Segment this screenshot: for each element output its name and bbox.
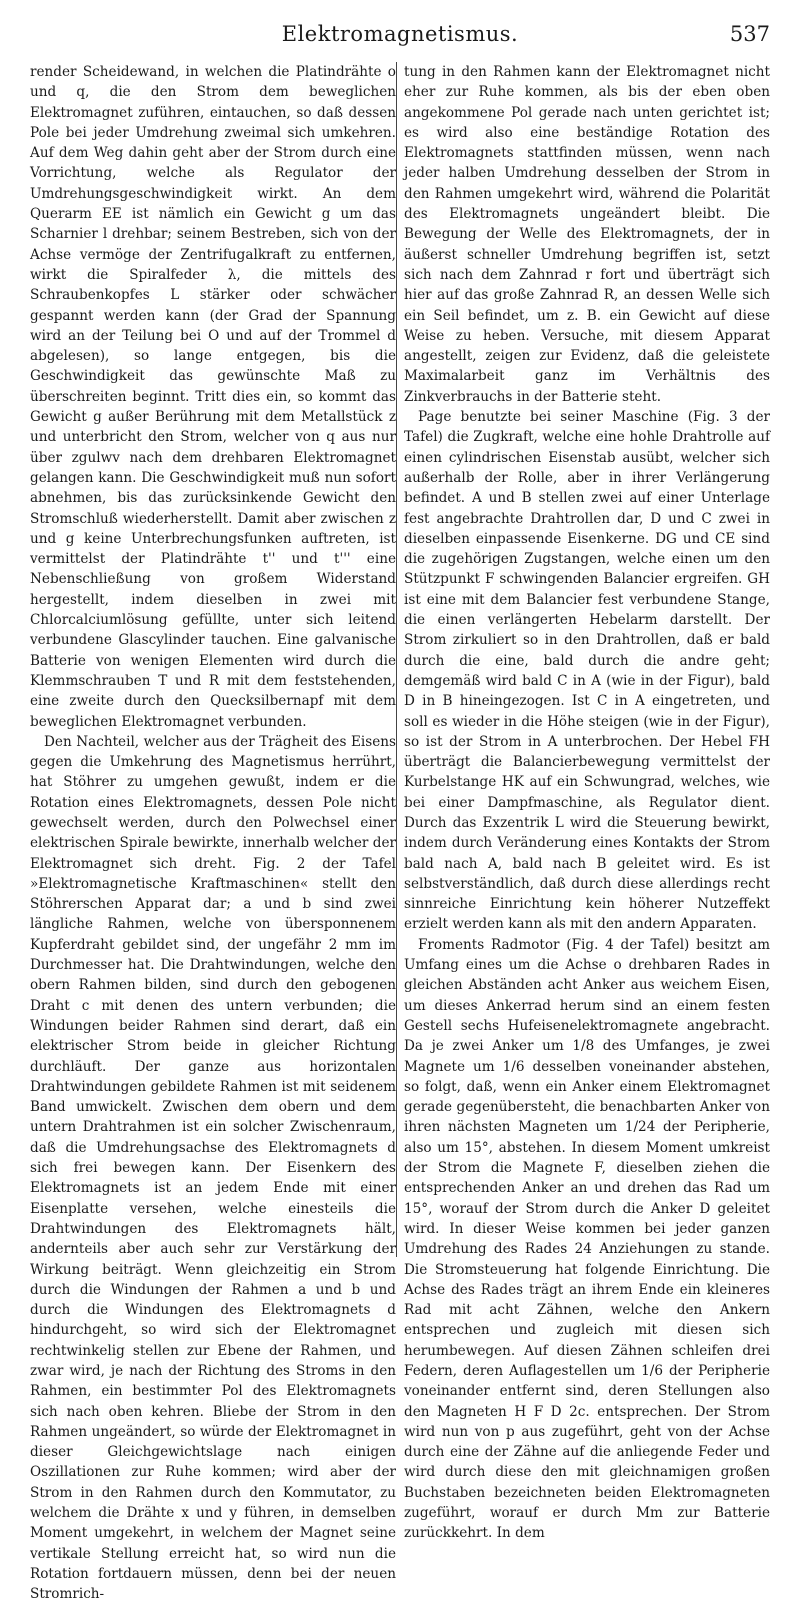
- paragraph: Page benutzte bei seiner Maschine (Fig. 3 der Tafel) die Zugkraft, welche eine hohle Drahtrolle auf einen cylindrischen Eisenstab ausübt, welcher sich außerhalb der Rolle, aber in ihrer Verlängerung befindet. A und B stellen zwei auf einer Unterlage fest angebrachte Drahtrollen dar, D und C zwei in dieselben einpassende Eisenkerne. DG und CE sind die zugehörigen Zugstangen, welche einen um den Stützpunkt F schwingenden Balancier ergreifen. GH ist eine mit dem Balancier fest verbundene Stange, die einen verlängerten Hebelarm darstellt. Der Strom zirkuliert so in den Drahtrollen, daß er bald durch die eine, bald durch die andre geht; demgemäß wird bald C in A (wie in der Figur), bald D in B hineingezogen. Ist C in A eingetreten, und soll es wieder in die Höhe steigen (wie in der Figur), so ist der Strom in A unterbrochen. Der Hebel FH überträgt die Balancierbewegung vermittelst der Kurbelstange HK auf ein Schwungrad, welches, wie bei einer Dampfmaschine, als Regulator dient. Durch das Exzentrik L wird die Steuerung bewirkt, indem durch Veränderung eines Kontakts der Strom bald nach A, bald nach B geleitet wird. Es ist selbstverständlich, daß durch diese allerdings recht sinnreiche Einrichtung kein höherer Nutzeffekt erzielt werden kann als mit den andern Apparaten.: [404, 409, 770, 933]
- paragraph: render Scheidewand, in welchen die Platindrähte o und q, die den Strom dem beweglichen Elektromagnet zuführen, eintauchen, so daß dessen Pole bei jeder Umdrehung zweimal sich umkehren. Auf dem Weg dahin geht aber der Strom durch eine Vorrichtung, welche als Regulator der Umdrehungsgeschwindigkeit wirkt. An dem Querarm EE ist nämlich ein Gewicht g um das Scharnier l drehbar; seinem Bestreben, sich von der Achse vermöge der Zentrifugalkraft zu entfernen, wirkt die Spiralfeder λ, die mittels des Schraubenkopfes L stärker oder schwächer gespannt werden kann (der Grad der Spannung wird an der Teilung bei O und auf der Trommel d abgelesen), so lange entgegen, bis die Geschwindigkeit das gewünschte Maß zu überschreiten beginnt. Tritt dies ein, so kommt das Gewicht g außer Berührung mit dem Metallstück z und unterbricht den Strom, welcher von q aus nur über zgulwv nach dem drehbaren Elektromagnet gelangen kann. Die Geschwindigkeit muß nun sofort abnehmen, bis das zurücksinkende Gewicht den Stromschluß wiederherstellt. Damit aber zwischen z und g keine Unterbrechungsfunken auftreten, ist vermittelst der Platindrähte t'' und t''' eine Nebenschließung von großem Widerstand hergestellt, indem dieselben in zwei mit Chlorcalciumlösung gefüllte, unter sich leitend verbundene Glascylinder tauchen. Eine galvanische Batterie von wenigen Elementen wird durch die Klemmschrauben T und R mit dem feststehenden, eine zweite durch den Quecksilbernapf mit dem beweglichen Elektromagnet verbunden.: [30, 64, 396, 730]
- paragraph: Froments Radmotor (Fig. 4 der Tafel) besitzt am Umfang eines um die Achse o drehbaren Rades in gleichen Abständen acht Anker aus weichem Eisen, um dieses Ankerrad herum sind an einem festen Gestell sechs Hufeisenelektromagnete angebracht. Da je zwei Anker um 1/8 des Umfanges, je zwei Magnete um 1/6 desselben voneinander abstehen, so folgt, daß, wenn ein Anker einem Elektromagnet gerade gegenübersteht, die benachbarten Anker von ihren nächsten Magneten um 1/24 der Peripherie, also um 15°, abstehen. In diesem Moment umkreist der Strom die Magnete F, dieselben ziehen die entsprechenden Anker an und drehen das Rad um 15°, worauf der Strom durch die Anker D geleitet wird. In dieser Weise kommen bei jeder ganzen Umdrehung des Rades 24 Anziehungen zu stande. Die Stromsteuerung hat folgende Einrichtung. Die Achse des Rades trägt an ihrem Ende ein kleineres Rad mit acht Zähnen, welche den Ankern entsprechen und zugleich mit diesen sich herumbewegen. Auf diesen Zähnen schleifen drei Federn, deren Auflagestellen um 1/6 der Peripherie voneinander entfernt sind, deren Stellungen also den Magneten H F D 2c. entsprechen. Der Strom wird nun von p aus zugeführt, geht von der Achse durch eine der Zähne auf die anliegende Feder und wird durch diese den mit gleichnamigen großen Buchstaben bezeichneten beiden Elektromagneten zugeführt, worauf er durch Mm zur Batterie zurückkehrt. In dem: [404, 936, 770, 1542]
- right-column: [404, 62, 770, 1544]
- page-header: [30, 20, 770, 54]
- page-number: 537: [729, 22, 770, 46]
- paragraph: tung in den Rahmen kann der Elektromagnet nicht eher zur Ruhe kommen, als bis der eben oben angekommene Pol gerade nach unten gerichtet ist; es wird also eine beständige Rotation des Elektromagnets stattfinden müssen, wenn nach jeder halben Umdrehung desselben der Strom in den Rahmen umgekehrt wird, während die Polarität des Elektromagnets ungeändert bleibt. Die Bewegung der Welle des Elektromagnets, der in äußerst schneller Umdrehung begriffen ist, setzt sich nach dem Zahnrad r fort und überträgt sich hier auf das große Zahnrad R, an dessen Welle sich ein Seil befindet, um z. B. ein Gewicht auf diese Weise zu heben. Versuche, mit diesem Apparat angestellt, zeigen zur Evidenz, daß die geleistete Maximalarbeit ganz im Verhältnis des Zinkverbrauchs in der Batterie steht.: [404, 64, 770, 405]
- column-divider: [396, 62, 397, 1257]
- paragraph: Den Nachteil, welcher aus der Trägheit des Eisens gegen die Umkehrung des Magnetismus herrührt, hat Stöhrer zu umgehen gewußt, indem er die Rotation eines Elektromagnets, dessen Pole nicht gewechselt werden, durch den Polwechsel einer elektrischen Spirale bewirkte, innerhalb welcher der Elektromagnet sich dreht. Fig. 2 der Tafel »Elektromagnetische Kraftmaschinen« stellt den Stöhrerschen Apparat dar; a und b sind zwei längliche Rahmen, welche von übersponnenem Kupferdraht gebildet sind, der ungefähr 2 mm im Durchmesser hat. Die Drahtwindungen, welche den obern Rahmen bilden, sind durch den gebogenen Draht c mit denen des untern verbunden; die Windungen beider Rahmen sind derart, daß ein elektrischer Strom beide in gleicher Richtung durchläuft. Der ganze aus horizontalen Drahtwindungen gebildete Rahmen ist mit seidenem Band umwickelt. Zwischen dem obern und dem untern Drahtrahmen ist ein solcher Zwischenraum, daß die Umdrehungsachse des Elektromagnets d sich frei bewegen kann. Der Eisenkern des Elektromagnets ist an jedem Ende mit einer Eisenplatte versehen, welche einesteils die Drahtwindungen des Elektromagnets hält, andernteils aber auch sehr zur Verstärkung der Wirkung beiträgt. Wenn gleichzeitig ein Strom durch die Windungen der Rahmen a und b und durch die Windungen des Elektromagnets d hindurchgeht, so wird sich der Elektromagnet rechtwinkelig stellen zur Ebene der Rahmen, und zwar wird, je nach der Richtung des Stroms in den Rahmen, ein bestimmter Pol des Elektromagnets sich nach oben kehren. Bliebe der Strom in den Rahmen ungeändert, so würde der Elektromagnet in dieser Gleichgewichtslage nach einigen Oszillationen zur Ruhe kommen; wird aber der Strom in den Rahmen durch den Kommutator, zu welchem die Drähte x und y führen, in demselben Moment umgekehrt, in welchem der Magnet seine vertikale Stellung erreicht hat, so wird nun die Rotation fortdauern müssen, denn bei der neuen Stromrich-: [30, 733, 396, 1603]
- running-title: Elektromagnetismus.: [281, 22, 519, 46]
- left-column: [30, 62, 396, 1605]
